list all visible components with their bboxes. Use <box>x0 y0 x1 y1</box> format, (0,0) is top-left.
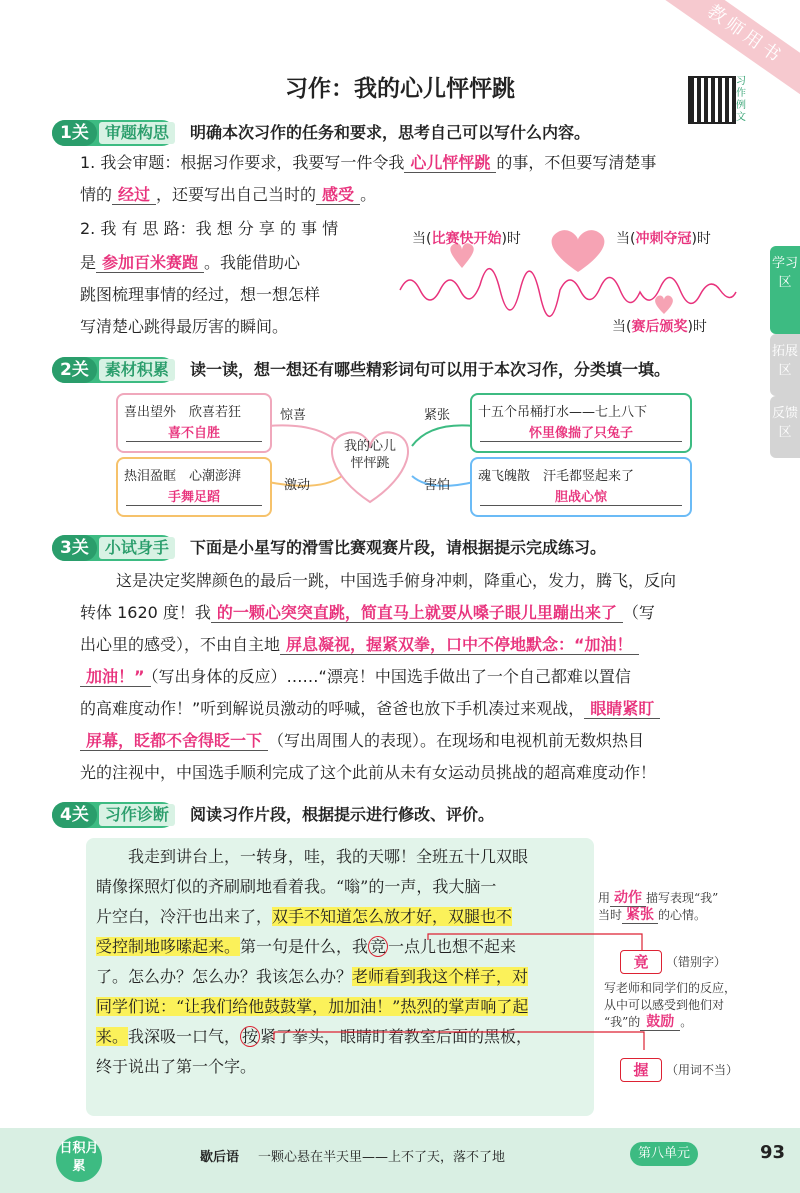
passage-line-5: 的高难度动作！”听到解说员激动的呼喊，爸爸也放下手机凑过来观战， 眼睛紧盯 <box>80 693 756 724</box>
level2-instruction: 读一读，想一想还有哪些精彩词句可以用于本次习作，分类填一填。 <box>190 360 671 379</box>
level1-instruction: 明确本次习作的任务和要求，思考自己可以写什么内容。 <box>190 123 591 142</box>
teacher-edition-ribbon: 教师用书 <box>657 0 800 103</box>
level-name: 审题构思 <box>99 122 175 144</box>
level-number: 1关 <box>52 120 97 146</box>
word-box-excited: 热泪盈眶 心潮澎湃 手舞足蹈 <box>116 457 272 517</box>
diagnosis-line-3: 片空白，冷汗也出来了，双手不知道怎么放才好，双腿也不 <box>96 907 513 926</box>
qr-code[interactable] <box>688 76 736 124</box>
diagnosis-line-6: 同学们说：“让我们给他鼓鼓掌，加加油！”热烈的掌声响了起 <box>96 997 529 1016</box>
heart-label-1: 当(比赛快开始)时 <box>412 231 521 247</box>
level-name: 习作诊断 <box>99 804 175 826</box>
tab-study-area[interactable]: 学习区 <box>770 246 800 334</box>
answer-blank: 屏息凝视，握紧双拳，口中不停地默念：“加油！ <box>280 635 639 655</box>
category-label-afraid: 害怕 <box>424 478 451 493</box>
diagnosis-line-4: 受控制地哆嗦起来。第一句是什么，我 竞 一点儿也想不起来 <box>96 937 517 956</box>
heart-shape-3 <box>655 295 673 314</box>
level1-tag <box>52 120 175 146</box>
level-name: 小试身手 <box>99 537 175 559</box>
tab-extension-area[interactable]: 拓展区 <box>770 334 800 396</box>
diagnosis-line-2: 睛像探照灯似的齐刷刷地看着我。“嗡”的一声，我大脑一 <box>96 877 497 896</box>
answer-blank: 屏幕，眨都不舍得眨一下 <box>80 731 268 751</box>
daily-accumulation-badge: 日积月累 <box>56 1136 102 1182</box>
level-name: 素材积累 <box>99 359 175 381</box>
page-title: 习作：我的心儿怦怦跳 <box>285 76 515 102</box>
answer-blank: 怀里像揣了只兔子 <box>480 422 682 442</box>
heart-label-3: 当(赛后颁奖)时 <box>612 319 707 335</box>
diagnosis-line-5: 了。怎么办？怎么办？我该怎么办？老师看到我这个样子，对 <box>96 967 529 986</box>
level-number: 3关 <box>52 535 97 561</box>
passage-line-6: 屏幕，眨都不舍得眨一下 （写出周围人的表现）。在现场和电视机前无数炽热目 <box>80 725 756 756</box>
diagnosis-line-1: 我走到讲台上，一转身，哇，我的天哪！全班五十几双眼 <box>128 847 529 866</box>
correction-connector-2 <box>268 1030 648 1070</box>
error-mark-1: 竞 <box>370 937 387 956</box>
word-box-afraid: 魂飞魄散 汗毛都竖起来了 胆战心惊 <box>470 457 692 517</box>
word-box-surprise: 喜出望外 欣喜若狂 喜不自胜 <box>116 393 272 453</box>
answer-blank: 胆战心惊 <box>480 486 682 506</box>
answer-blank: 喜不自胜 <box>126 422 262 442</box>
level3-instruction: 下面是小星写的滑雪比赛观赛片段，请根据提示完成练习。 <box>190 538 607 557</box>
passage-line-7: 光的注视中，中国选手顺利完成了这个此前从未有女运动员挑战的超高难度动作！ <box>80 763 657 782</box>
diagnosis-line-7: 来。我深吸一口气， 按 紧了拳头，眼睛盯着教室后面的黑板， <box>96 1027 533 1046</box>
saying-text: 一颗心悬在半天里——上不了天，落不了地 <box>258 1150 506 1165</box>
correction-box-2: 握 <box>620 1058 662 1082</box>
level-number: 4关 <box>52 802 97 828</box>
unit-label: 第八单元 <box>630 1142 698 1166</box>
answer-blank: 经过 <box>112 185 156 205</box>
heart-label-2: 当(冲刺夺冠)时 <box>616 231 711 247</box>
passage-line-2: 转体 1620 度！我 的一颗心突突直跳，简直马上就要从嗓子眼儿里蹦出来了 （写 <box>80 603 655 622</box>
heartbeat-line <box>400 269 736 317</box>
question-1-line-1: 1. 我会审题：根据习作要求，我要写一件令我 心儿怦怦跳 的事，不但要写清楚事 <box>80 153 657 172</box>
category-label-excited: 激动 <box>284 478 311 493</box>
passage-line-3: 出心里的感受），不由自主地 屏息凝视，握紧双拳，口中不停地默念：“加油！ <box>80 629 756 660</box>
correction-note-2: （用词不当） <box>666 1063 739 1077</box>
diagnosis-line-8: 终于说出了第一个字。 <box>96 1057 257 1076</box>
category-label-surprise: 惊喜 <box>280 408 307 423</box>
answer-blank: 参加百米赛跑 <box>96 253 204 273</box>
question-1-line-2: 情的 经过 ，还要写出自己当时的 感受 。 <box>80 185 377 204</box>
level3-tag <box>52 535 175 561</box>
level4-instruction: 阅读习作片段，根据提示进行修改、评价。 <box>190 805 495 824</box>
heart-shape-2 <box>552 230 605 272</box>
answer-blank: 眼睛紧盯 <box>584 699 660 719</box>
passage-line-4: 加油！” （写出身体的反应）……“漂亮！中国选手做出了一个自己都难以置信 <box>80 661 756 692</box>
answer-blank: 的一颗心突突直跳，简直马上就要从嗓子眼儿里蹦出来了 <box>211 603 623 623</box>
question-2-line-3: 跳图梳理事情的经过，想一想怎样 <box>80 285 321 304</box>
question-2-line-4: 写清楚心跳得最厉害的瞬间。 <box>80 317 289 336</box>
error-mark-2: 按 <box>242 1027 259 1046</box>
question-2-line-1: 2. 我 有 思 路：我 想 分 享 的 事 情 <box>80 219 339 238</box>
level-number: 2关 <box>52 357 97 383</box>
category-label-nervous: 紧张 <box>424 408 451 423</box>
level2-tag <box>52 357 175 383</box>
answer-blank: 心儿怦怦跳 <box>404 153 496 173</box>
annotation-reaction: 写老师和同学们的反应， 从中可以感受到他们对 “我”的 鼓励 。 <box>604 981 737 1030</box>
answer-blank: 感受 <box>316 185 360 205</box>
answer-blank: 手舞足蹈 <box>126 486 262 506</box>
qr-label: 习作例文 <box>736 76 746 123</box>
correction-box-1: 竟 <box>620 950 662 974</box>
annotation-action: 用 动作 描写表现“我” 当时 紧张 的心情。 <box>598 890 719 923</box>
page-number: 93 <box>760 1142 786 1163</box>
mindmap-center: 我的心儿怦怦跳 <box>343 439 396 471</box>
question-2-line-2: 是 参加百米赛跑 。我能借助心 <box>80 253 301 272</box>
level4-tag <box>52 802 175 828</box>
word-box-nervous: 十五个吊桶打水——七上八下 怀里像揣了只兔子 <box>470 393 692 453</box>
answer-blank: 加油！” <box>80 667 151 687</box>
correction-note-1: （错别字） <box>666 955 727 969</box>
tab-feedback-area[interactable]: 反馈区 <box>770 396 800 458</box>
passage-line-1: 这是决定奖牌颜色的最后一跳，中国选手俯身冲刺，降重心，发力，腾飞，反向 <box>116 571 677 590</box>
saying-label: 歇后语 <box>200 1150 240 1165</box>
